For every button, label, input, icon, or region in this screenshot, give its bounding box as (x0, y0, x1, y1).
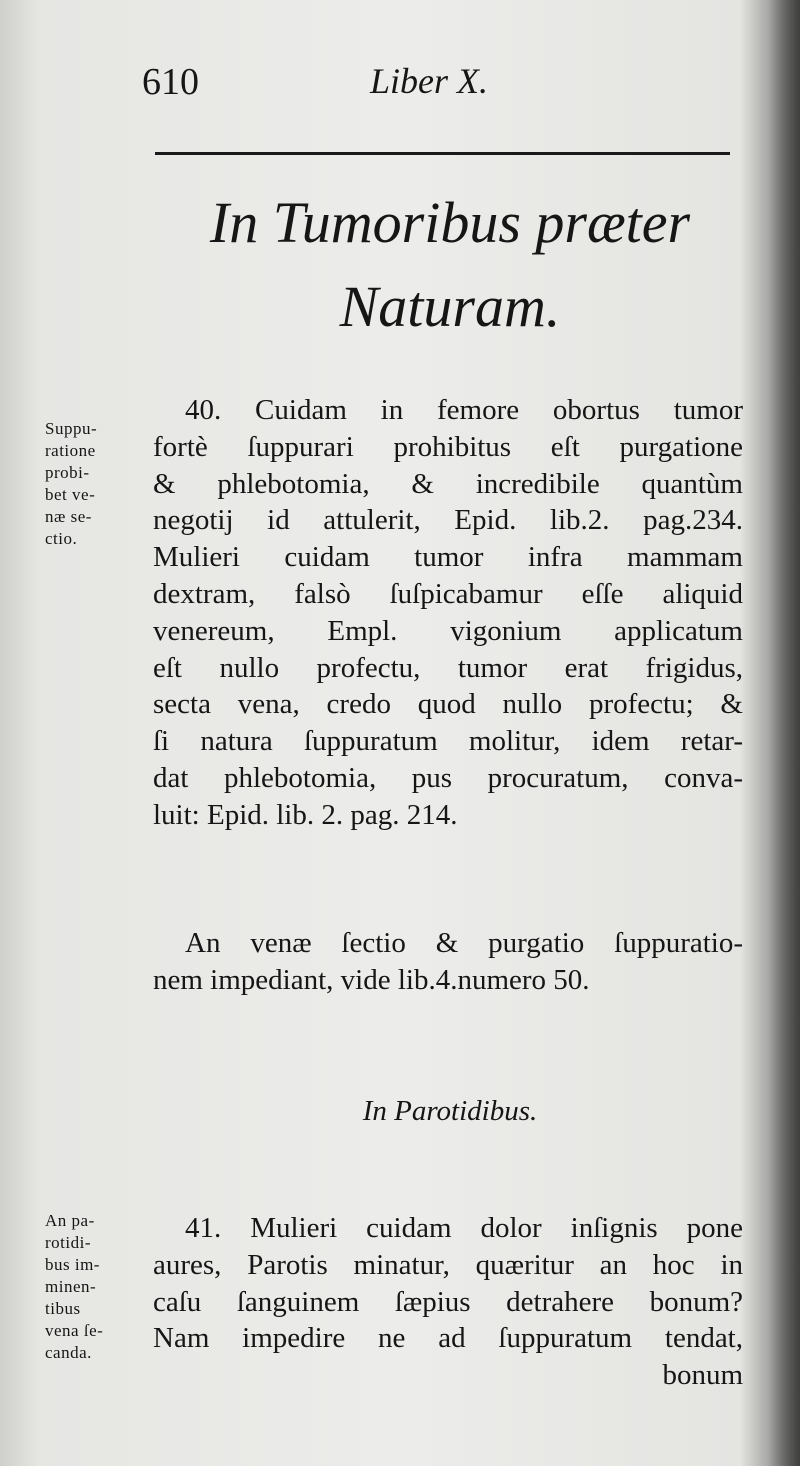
paragraph-line: dat phlebotomia, pus procuratum, conva- (153, 761, 743, 794)
margin-note-line: rotidi- (45, 1233, 91, 1252)
margin-note-suppuratione (45, 418, 153, 550)
running-head (0, 52, 800, 102)
paragraph-line: & phlebotomia, & incredibile quantùm (153, 467, 743, 500)
paragraph-line: venereum, Empl. vigonium applicatum (153, 614, 743, 647)
paragraph-line: Nam impedire ne ad ſuppuratum tendat, (153, 1322, 743, 1355)
section-title-line-2: Naturam. (339, 274, 561, 339)
margin-note-line: ctio. (45, 529, 78, 548)
paragraph-line: 40. Cuidam in femore obortus tumor (185, 394, 743, 426)
paragraph-line: dextram, falsò ſuſpicabamur eſſe aliquid (153, 577, 743, 610)
margin-note-line: næ se- (45, 507, 92, 526)
margin-note-parotidibus (45, 1210, 153, 1364)
margin-note-line: Suppu- (45, 419, 98, 438)
margin-note-line: An pa- (45, 1211, 95, 1230)
paragraph-line: negotij id attulerit, Epid. lib.2. pag.234. (153, 504, 743, 537)
paragraph-line: caſu ſanguinem ſæpius detrahere bonum? (153, 1285, 743, 1318)
margin-note-line: probi- (45, 463, 90, 482)
paragraph-line: luit: Epid. lib. 2. pag. 214. (153, 798, 458, 831)
subheading-parotidibus: In Parotidibus. (362, 1095, 538, 1127)
margin-note-line: ratione (45, 441, 96, 460)
paragraph-line: Mulieri cuidam tumor infra mammam (153, 541, 743, 574)
paragraph-line: secta vena, credo quod nullo profectu; & (153, 688, 743, 721)
paragraph-line: fortè ſuppurari prohibitus eſt purgatione (153, 430, 743, 463)
paragraph-line: aures, Parotis minatur, quæritur an hoc in (153, 1248, 743, 1281)
paragraph-line: 41. Mulieri cuidam dolor inſignis pone (185, 1212, 743, 1244)
paragraph-line: eſt nullo profectu, tumor erat frigidus, (153, 651, 743, 684)
catchword: bonum (662, 1359, 743, 1392)
running-head-title: Liber X. (370, 61, 489, 101)
paragraph-41 (153, 1210, 743, 1394)
margin-note-line: bet ve- (45, 485, 96, 504)
margin-note-line: tibus (45, 1299, 81, 1318)
margin-note-line: bus im- (45, 1255, 100, 1274)
paragraph-40 (153, 392, 743, 834)
margin-note-line: minen- (45, 1277, 97, 1296)
margin-note-line: vena ſe- (45, 1321, 104, 1340)
page-number: 610 (142, 61, 199, 103)
header-rule (155, 152, 730, 155)
paragraph-cross-reference (153, 925, 743, 999)
paragraph-line: ſi natura ſuppuratum molitur, idem retar- (153, 725, 743, 758)
margin-note-line: canda. (45, 1343, 92, 1362)
section-title-line-1: In Tumoribus præter (209, 190, 691, 255)
paragraph-line: nem impediant, vide lib.4.numero 50. (153, 963, 590, 996)
paragraph-line: An venæ ſectio & purgatio ſuppuratio- (185, 927, 743, 959)
